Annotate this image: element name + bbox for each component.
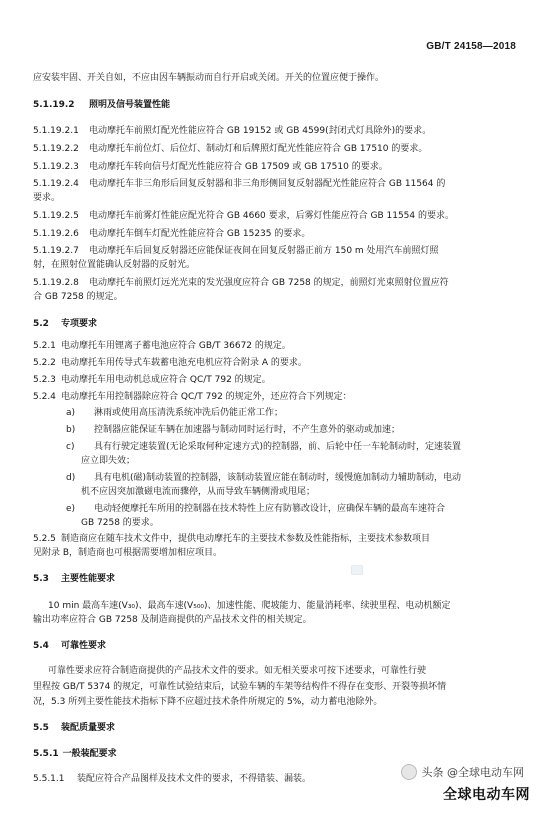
clause-continuation: 射，在照射位置能确认反射器的反射光。 [33,260,196,270]
list-item-continuation: 应立即失效； [81,456,136,466]
clause: 5.2.3 电动摩托车用电动机总成应符合 QC/T 792 的规定。 [33,375,271,385]
paragraph-line: 里程按 GB/T 5374 的规定，可靠性试验结束后，试验车辆的车架等结构件不得存在变形、开裂等损坏情 [33,682,447,692]
watermark-site: 全球电动车网 [443,784,530,804]
paragraph-line: 10 min 最高车速(V₃₀)、最高车速(V₅₀₀)、加速性能、爬坡能力、能量消耗率、续驶里程、电动机额定 [48,601,451,611]
section-heading: 5.5 装配质量要求 [33,723,116,733]
list-item: c) 具有行驶定速装置(无论采取何种定速方式)的控制器，前、后轮中任一车轮制动时，定速装置 [66,442,462,452]
watermark-source: 头条 @全球电动车网 [401,764,525,780]
section-heading: 5.1.19.2 照明及信号装置性能 [33,100,171,110]
list-item: d) 具有电机(磁)制动装置的控制器，该制动装置应能在制动时，缓慢施加制动力辅助制动，电动 [66,473,462,483]
list-item-continuation: GB 7258 的要求。 [81,518,159,528]
section-heading: 5.5.1 一般装配要求 [33,749,117,759]
list-item-continuation: 机不应因突加激磁电流而骤停，从而导致车辆侧滑或甩尾； [81,487,316,497]
clause-continuation: 要求。 [33,193,61,203]
text-line: 应安装牢固、开关自如，不应由因车辆振动而自行开启或关闭。开关的位置应便于操作。 [33,73,385,83]
clause: 5.2.1 电动摩托车用锂离子蓄电池应符合 GB/T 36672 的规定。 [33,341,291,351]
clause: 5.5.1.1 装配应符合产品图样及技术文件的要求，不得错装、漏装。 [33,774,312,784]
standard-number-header: GB/T 24158—2018 [426,41,516,52]
clause-continuation: 见附录 B，制造商也可根据需要增加相应项目。 [33,548,223,558]
faint-stamp-icon [351,565,363,575]
paragraph-line: 输出功率应符合 GB 7258 及制造商提供的产品技术文件的相关规定。 [33,615,312,625]
clause: 5.2.4 电动摩托车用控制器除应符合 QC/T 792 的规定外，还应符合下列规定： [33,392,352,402]
paragraph-line: 可靠性要求应符合制造商提供的产品技术文件的要求。如无相关要求可按下述要求，可靠性行驶 [48,666,427,676]
section-heading: 5.4 可靠性要求 [33,641,107,651]
clause: 5.1.19.2.5 电动摩托车前雾灯性能应配光符合 GB 4660 要求，后雾灯性能应符合 GB 11554 的要求。 [33,211,454,221]
clause: 5.2.2 电动摩托车用传导式车载蓄电池充电机应符合附录 A 的要求。 [33,358,307,368]
paragraph-line: 况，5.3 所列主要性能技术指标下降不应超过技术条件所规定的 5%，动力蓄电池除外。 [33,697,383,707]
clause: 5.1.19.2.1 电动摩托车前照灯配光性能应符合 GB 19152 或 GB 4599(封闭式灯具除外)的要求。 [33,126,432,136]
clause: 5.1.19.2.8 电动摩托车前照灯远光光束的发光强度应符合 GB 7258 的规定，前照灯光束照射位置应符 [33,278,449,288]
clause: 5.1.19.2.6 电动摩托车倒车灯配光性能应符合 GB 15235 的要求。 [33,229,311,239]
list-item: b) 控制器应能保证车辆在加速器与制动同时运行时，不产生意外的驱动或加速； [66,425,401,435]
clause-continuation: 合 GB 7258 的规定。 [33,292,123,302]
list-item: e) 电动轻便摩托车所用的控制器在技术特性上应有防篡改设计，应确保车辆的最高车速符合 [66,504,446,514]
section-heading: 5.3 主要性能要求 [33,574,116,584]
clause: 5.1.19.2.4 电动摩托车非三角形后回复反射器和非三角形侧回复反射器配光性能应符合 GB 11564 的 [33,179,446,189]
clause: 5.1.19.2.7 电动摩托车后回复反射器还应能保证夜间在回复反射器正前方 150 m 处用汽车前照灯照 [33,246,439,256]
clause: 5.2.5 制造商应在随车技术文件中，提供电动摩托车的主要技术参数及性能指标，主要技术参数项目 [33,534,431,544]
section-heading: 5.2 专项要求 [33,319,98,329]
clause: 5.1.19.2.3 电动摩托车转向信号灯配光性能应符合 GB 17509 或 GB 17510 的要求。 [33,162,388,172]
toutiao-logo-icon [401,764,417,780]
clause: 5.1.19.2.2 电动摩托车前位灯、后位灯、制动灯和后牌照灯配光性能应符合 GB 17510 的要求。 [33,144,428,154]
list-item: a) 淋雨或使用高压清洗系统冲洗后仍能正常工作； [66,408,284,418]
